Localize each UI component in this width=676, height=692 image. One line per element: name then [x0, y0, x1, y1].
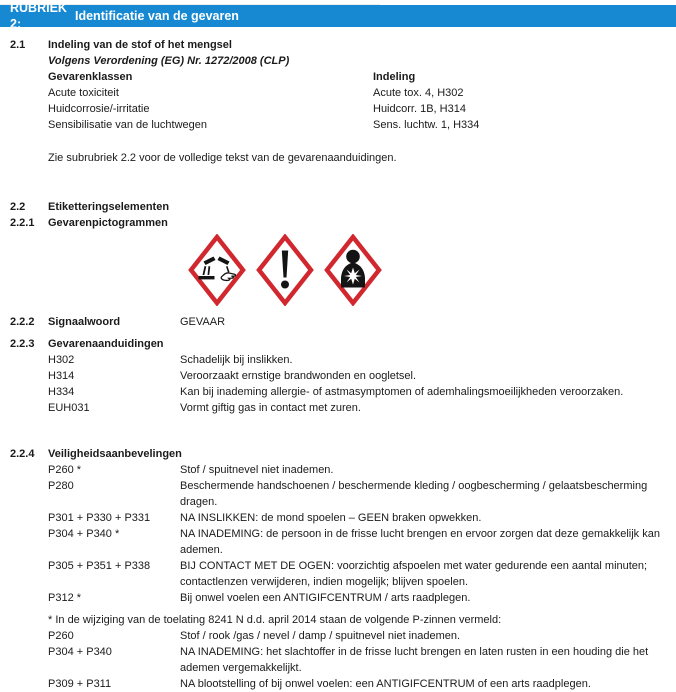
footnote-code: P309 + P311: [48, 678, 112, 690]
subsection-number: 2.1: [10, 39, 26, 51]
footnote-statements-list: [48, 628, 662, 692]
section-header-number: RUBRIEK 2:: [10, 1, 67, 31]
footnote-statement-row: [48, 644, 662, 676]
hazard-statements-list: [48, 352, 662, 416]
precautionary-statement-row: [48, 510, 662, 526]
column-header-classification: Indeling: [373, 71, 416, 83]
subsection-number: 2.2.3: [10, 338, 35, 350]
hazard-text: Kan bij inademing allergie- of astmasymptomen of ademhalingsmoeilijkheden veroorzaken.: [180, 386, 624, 398]
hazard-code: H314: [48, 370, 75, 382]
subsection-number: 2.2: [10, 201, 26, 213]
signal-word-value: GEVAAR: [180, 316, 226, 328]
hazard-text: Schadelijk bij inslikken.: [180, 354, 293, 366]
signal-word-row: [10, 314, 662, 330]
precautionary-statements-list: [48, 462, 662, 606]
precautionary-code: P301 + P330 + P331: [48, 512, 151, 524]
precautionary-code: P304 + P340 *: [48, 528, 120, 540]
subsection-2-2-heading: [10, 199, 662, 215]
classification-cell: Sens. luchtw. 1, H334: [373, 119, 480, 131]
precautionary-statement-row: [48, 478, 662, 510]
precautionary-code: P280: [48, 480, 74, 492]
precautionary-text: BIJ CONTACT MET DE OGEN: voorzichtig afspoelen met water gedurende een aantal minuten; contactlenzen verwijderen, indien mogelijk; blijven spoelen.: [180, 560, 648, 588]
subsection-2-2-3-heading: [10, 336, 662, 352]
hazard-class-cell: Huidcorrosie/-irritatie: [48, 103, 150, 115]
reference-note: Zie subrubriek 2.2 voor de volledige tekst van de gevarenaanduidingen.: [48, 152, 397, 164]
hazard-code: H334: [48, 386, 75, 398]
subsection-number: 2.2.1: [10, 217, 35, 229]
clp-regulation-subtitle: Volgens Verordening (EG) Nr. 1272/2008 (CLP): [48, 55, 290, 67]
classification-cell: Huidcorr. 1B, H314: [373, 103, 466, 115]
footnote-code: P304 + P340: [48, 646, 112, 658]
hazard-class-cell: Sensibilisatie van de luchtwegen: [48, 119, 207, 131]
precautionary-code: P260 *: [48, 464, 82, 476]
precautionary-statement-row: [48, 590, 662, 606]
footnote-intro: * In de wijziging van de toelating 8241 N d.d. april 2014 staan de volgende P-zinnen vermeld:: [48, 614, 502, 626]
hazard-statement-row: [48, 368, 662, 384]
precautionary-statement-row: [48, 558, 662, 590]
subsection-2-2-4-heading: [10, 446, 662, 462]
precautionary-text: Bij onwel voelen een ANTIGIFCENTRUM / arts raadplegen.: [180, 592, 471, 604]
classification-table: [48, 69, 662, 133]
subsection-title: Gevarenpictogrammen: [48, 217, 168, 229]
subsection-2-2-1-heading: [10, 215, 662, 231]
hazard-class-cell: Acute toxiciteit: [48, 87, 119, 99]
subsection-number: 2.2.4: [10, 448, 35, 460]
section-header-bar: [0, 1, 676, 31]
subsection-number: 2.2.2: [10, 316, 35, 328]
classification-cell: Acute tox. 4, H302: [373, 87, 464, 99]
hazard-code: H302: [48, 354, 75, 366]
subsection-title: Etiketteringselementen: [48, 201, 170, 213]
precautionary-code: P312 *: [48, 592, 82, 604]
footnote-text: NA blootstelling of bij onwel voelen: een ANTIGIFCENTRUM of een arts raadplegen.: [180, 678, 591, 690]
health-hazard-icon: [324, 234, 382, 306]
column-header-hazard-classes: Gevarenklassen: [48, 71, 133, 83]
footnote-statement-row: [48, 628, 662, 644]
footnote-statement-row: [48, 676, 662, 692]
hazard-text: Veroorzaakt ernstige brandwonden en oogletsel.: [180, 370, 417, 382]
subsection-2-1-heading: [10, 37, 662, 53]
precautionary-statement-row: [48, 462, 662, 478]
signal-word-label: Signaalwoord: [48, 316, 121, 328]
precautionary-text: Stof / spuitnevel niet inademen.: [180, 464, 334, 476]
section-header-title: Identificatie van de gevaren: [75, 9, 239, 23]
corrosion-icon: [188, 234, 246, 306]
hazard-statement-row: [48, 384, 662, 400]
footnote-text: Stof / rook /gas / nevel / damp / spuitnevel niet inademen.: [180, 630, 461, 642]
hazard-text: Vormt giftig gas in contact met zuren.: [180, 402, 361, 414]
precautionary-text: Beschermende handschoenen / beschermende kleding / oogbescherming / gelaatsbescherming dragen.: [180, 480, 648, 508]
precautionary-text: NA INADEMING: de persoon in de frisse lucht brengen en ervoor zorgen dat deze gemakkelijk kan ademen.: [180, 528, 660, 556]
hazard-statement-row: [48, 400, 662, 416]
exclamation-mark-icon: [256, 234, 314, 306]
footnote-code: P260: [48, 630, 74, 642]
precautionary-statement-row: [48, 526, 662, 558]
subsection-title: Veiligheidsaanbevelingen: [48, 448, 182, 460]
footnote-text: NA INADEMING: het slachtoffer in de frisse lucht brengen en laten rusten in een houding die het ademen vergemakkelijkt.: [180, 646, 649, 674]
ghs-pictogram-row: [188, 234, 662, 310]
subsection-title: Indeling van de stof of het mengsel: [48, 39, 232, 51]
document-body: [0, 37, 676, 692]
precautionary-text: NA INSLIKKEN: de mond spoelen – GEEN braken opwekken.: [180, 512, 482, 524]
subsection-title: Gevarenaanduidingen: [48, 338, 164, 350]
hazard-statement-row: [48, 352, 662, 368]
hazard-code: EUH031: [48, 402, 90, 414]
footnote-block: [48, 612, 662, 692]
precautionary-code: P305 + P351 + P338: [48, 560, 151, 572]
